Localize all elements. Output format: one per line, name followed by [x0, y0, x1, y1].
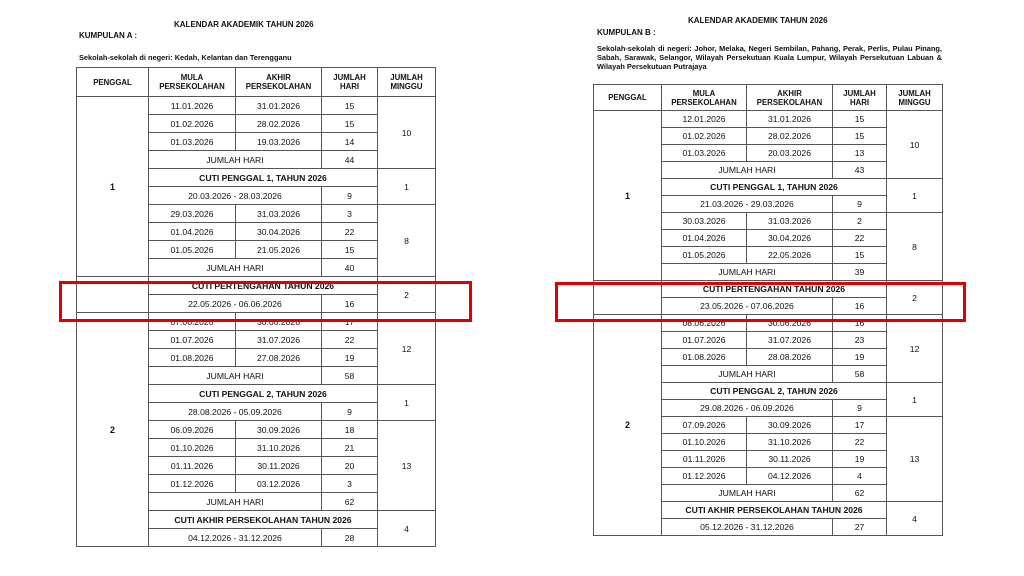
start-date: 01.04.2026: [662, 230, 747, 247]
year-end-title: CUTI AKHIR PERSEKOLAHAN TAHUN 2026: [149, 511, 378, 529]
week-count: 8: [378, 205, 436, 277]
week-count: 12: [378, 313, 436, 385]
midyear-days: 16: [833, 298, 887, 315]
start-date: 01.03.2026: [149, 133, 236, 151]
end-date: 19.03.2026: [236, 133, 322, 151]
week-count: 2: [378, 277, 436, 313]
year-end-days: 28: [322, 529, 378, 547]
day-count: 22: [833, 434, 887, 451]
week-count: 1: [887, 179, 943, 213]
subtotal-label: JUMLAH HARI: [149, 493, 322, 511]
start-date: 01.10.2026: [662, 434, 747, 451]
header-penggal: PENGGAL: [594, 85, 662, 111]
term-number: 1: [77, 97, 149, 277]
day-count: 3: [322, 205, 378, 223]
week-count: 12: [887, 315, 943, 383]
end-date: 31.10.2026: [747, 434, 833, 451]
end-date: 30.11.2026: [236, 457, 322, 475]
day-count: 15: [322, 115, 378, 133]
start-date: 01.10.2026: [149, 439, 236, 457]
day-count: 15: [833, 247, 887, 264]
break-title: CUTI PENGGAL 2, TAHUN 2026: [149, 385, 378, 403]
calendar-table-b: [593, 84, 943, 536]
calendar-table-a: [76, 67, 436, 547]
end-date: 31.10.2026: [236, 439, 322, 457]
start-date: 01.07.2026: [149, 331, 236, 349]
term-number: 2: [77, 313, 149, 547]
day-count: 22: [322, 331, 378, 349]
start-date: 01.07.2026: [662, 332, 747, 349]
end-date: 28.02.2026: [747, 128, 833, 145]
break-days: 9: [833, 196, 887, 213]
subtotal-days: 58: [322, 367, 378, 385]
start-date: 01.11.2026: [149, 457, 236, 475]
week-count: 4: [887, 502, 943, 536]
header-penggal: PENGGAL: [77, 68, 149, 97]
subtotal-days: 62: [833, 485, 887, 502]
day-count: 16: [833, 315, 887, 332]
end-date: 31.07.2026: [747, 332, 833, 349]
day-count: 21: [322, 439, 378, 457]
break-title-row: [594, 281, 943, 298]
break-title: CUTI PENGGAL 2, TAHUN 2026: [662, 383, 887, 400]
end-date: 30.09.2026: [747, 417, 833, 434]
subtotal-label: JUMLAH HARI: [662, 162, 833, 179]
end-date: 28.08.2026: [747, 349, 833, 366]
day-count: 15: [833, 111, 887, 128]
break-days: 9: [322, 403, 378, 421]
day-count: 4: [833, 468, 887, 485]
break-days: 9: [322, 187, 378, 205]
end-date: 31.03.2026: [747, 213, 833, 230]
week-count: 2: [887, 281, 943, 315]
week-count: 1: [887, 383, 943, 417]
subtotal-days: 62: [322, 493, 378, 511]
end-date: 03.12.2026: [236, 475, 322, 493]
start-date: 08.06.2026: [662, 315, 747, 332]
group-label-b: KUMPULAN B :: [597, 28, 656, 37]
break-range: 20.03.2026 - 28.03.2026: [149, 187, 322, 205]
end-date: 30.06.2026: [747, 315, 833, 332]
header-jumlah-hari: JUMLAH HARI: [322, 68, 378, 97]
start-date: 06.09.2026: [149, 421, 236, 439]
term-number: 1: [594, 111, 662, 281]
week-count: 8: [887, 213, 943, 281]
start-date: 01.12.2026: [662, 468, 747, 485]
end-date: 28.02.2026: [236, 115, 322, 133]
start-date: 11.01.2026: [149, 97, 236, 115]
day-count: 13: [833, 145, 887, 162]
table-row: [594, 111, 943, 128]
table-row: [594, 315, 943, 332]
day-count: 20: [322, 457, 378, 475]
week-count: 1: [378, 385, 436, 421]
states-note-a: Sekolah-sekolah di negeri: Kedah, Kelantan dan Terengganu: [79, 53, 292, 62]
day-count: 15: [833, 128, 887, 145]
week-count: 10: [887, 111, 943, 179]
header-jumlah-minggu: JUMLAH MINGGU: [887, 85, 943, 111]
start-date: 12.01.2026: [662, 111, 747, 128]
start-date: 01.05.2026: [662, 247, 747, 264]
calendar-title-b: KALENDAR AKADEMIK TAHUN 2026: [688, 16, 828, 25]
day-count: 15: [322, 241, 378, 259]
header-jumlah-hari: JUMLAH HARI: [833, 85, 887, 111]
end-date: 31.01.2026: [236, 97, 322, 115]
calendar-title-a: KALENDAR AKADEMIK TAHUN 2026: [174, 20, 314, 29]
day-count: 3: [322, 475, 378, 493]
start-date: 30.03.2026: [662, 213, 747, 230]
break-range: 28.08.2026 - 05.09.2026: [149, 403, 322, 421]
start-date: 01.02.2026: [662, 128, 747, 145]
week-count: 4: [378, 511, 436, 547]
midyear-title: CUTI PERTENGAHAN TAHUN 2026: [149, 277, 378, 295]
end-date: 20.03.2026: [747, 145, 833, 162]
year-end-days: 27: [833, 519, 887, 536]
start-date: 01.11.2026: [662, 451, 747, 468]
end-date: 22.05.2026: [747, 247, 833, 264]
subtotal-days: 58: [833, 366, 887, 383]
year-end-range: 04.12.2026 - 31.12.2026: [149, 529, 322, 547]
midyear-days: 16: [322, 295, 378, 313]
week-count: 13: [887, 417, 943, 502]
end-date: 30.04.2026: [236, 223, 322, 241]
group-label-a: KUMPULAN A :: [79, 31, 138, 40]
end-date: 27.08.2026: [236, 349, 322, 367]
subtotal-days: 44: [322, 151, 378, 169]
end-date: 31.03.2026: [236, 205, 322, 223]
day-count: 22: [833, 230, 887, 247]
day-count: 2: [833, 213, 887, 230]
subtotal-label: JUMLAH HARI: [662, 366, 833, 383]
header-mula: MULA PERSEKOLAHAN: [662, 85, 747, 111]
subtotal-label: JUMLAH HARI: [149, 151, 322, 169]
day-count: 19: [833, 451, 887, 468]
header-mula: MULA PERSEKOLAHAN: [149, 68, 236, 97]
start-date: 07.09.2026: [662, 417, 747, 434]
year-end-range: 05.12.2026 - 31.12.2026: [662, 519, 833, 536]
end-date: 21.05.2026: [236, 241, 322, 259]
start-date: 01.12.2026: [149, 475, 236, 493]
day-count: 14: [322, 133, 378, 151]
day-count: 17: [833, 417, 887, 434]
break-range: 21.03.2026 - 29.03.2026: [662, 196, 833, 213]
start-date: 01.05.2026: [149, 241, 236, 259]
day-count: 17: [322, 313, 378, 331]
day-count: 22: [322, 223, 378, 241]
subtotal-label: JUMLAH HARI: [662, 485, 833, 502]
week-count: 10: [378, 97, 436, 169]
subtotal-days: 40: [322, 259, 378, 277]
day-count: 19: [322, 349, 378, 367]
subtotal-days: 43: [833, 162, 887, 179]
break-days: 9: [833, 400, 887, 417]
term-blank: [77, 277, 149, 313]
start-date: 29.03.2026: [149, 205, 236, 223]
end-date: 31.07.2026: [236, 331, 322, 349]
header-akhir: AKHIR PERSEKOLAHAN: [236, 68, 322, 97]
break-title: CUTI PENGGAL 1, TAHUN 2026: [662, 179, 887, 196]
subtotal-days: 39: [833, 264, 887, 281]
midyear-range: 23.05.2026 - 07.06.2026: [662, 298, 833, 315]
table-row: [77, 97, 436, 115]
day-count: 18: [322, 421, 378, 439]
subtotal-label: JUMLAH HARI: [149, 367, 322, 385]
start-date: 01.02.2026: [149, 115, 236, 133]
year-end-title: CUTI AKHIR PERSEKOLAHAN TAHUN 2026: [662, 502, 887, 519]
midyear-title: CUTI PERTENGAHAN TAHUN 2026: [662, 281, 887, 298]
term-blank: [594, 281, 662, 315]
subtotal-label: JUMLAH HARI: [149, 259, 322, 277]
day-count: 19: [833, 349, 887, 366]
week-count: 13: [378, 421, 436, 511]
midyear-range: 22.05.2026 - 06.06.2026: [149, 295, 322, 313]
end-date: 31.01.2026: [747, 111, 833, 128]
week-count: 1: [378, 169, 436, 205]
day-count: 15: [322, 97, 378, 115]
header-akhir: AKHIR PERSEKOLAHAN: [747, 85, 833, 111]
subtotal-label: JUMLAH HARI: [662, 264, 833, 281]
start-date: 01.08.2026: [662, 349, 747, 366]
end-date: 30.09.2026: [236, 421, 322, 439]
break-range: 29.08.2026 - 06.09.2026: [662, 400, 833, 417]
start-date: 07.06.2026: [149, 313, 236, 331]
table-row: [77, 313, 436, 331]
day-count: 23: [833, 332, 887, 349]
end-date: 30.11.2026: [747, 451, 833, 468]
end-date: 04.12.2026: [747, 468, 833, 485]
term-number: 2: [594, 315, 662, 536]
states-note-b: Sekolah-sekolah di negeri: Johor, Melaka, Negeri Sembilan, Pahang, Perak, Perlis, Pulau Pinang, Sabah, Sarawak, Selangor, Wilayah Persekutuan Kuala Lumpur, Wilayah Persekutuan Labuan & Wilayah Persekutuan Putrajaya: [597, 44, 942, 71]
start-date: 01.08.2026: [149, 349, 236, 367]
end-date: 30.06.2026: [236, 313, 322, 331]
header-jumlah-minggu: JUMLAH MINGGU: [378, 68, 436, 97]
end-date: 30.04.2026: [747, 230, 833, 247]
start-date: 01.03.2026: [662, 145, 747, 162]
break-title-row: [77, 277, 436, 295]
start-date: 01.04.2026: [149, 223, 236, 241]
break-title: CUTI PENGGAL 1, TAHUN 2026: [149, 169, 378, 187]
